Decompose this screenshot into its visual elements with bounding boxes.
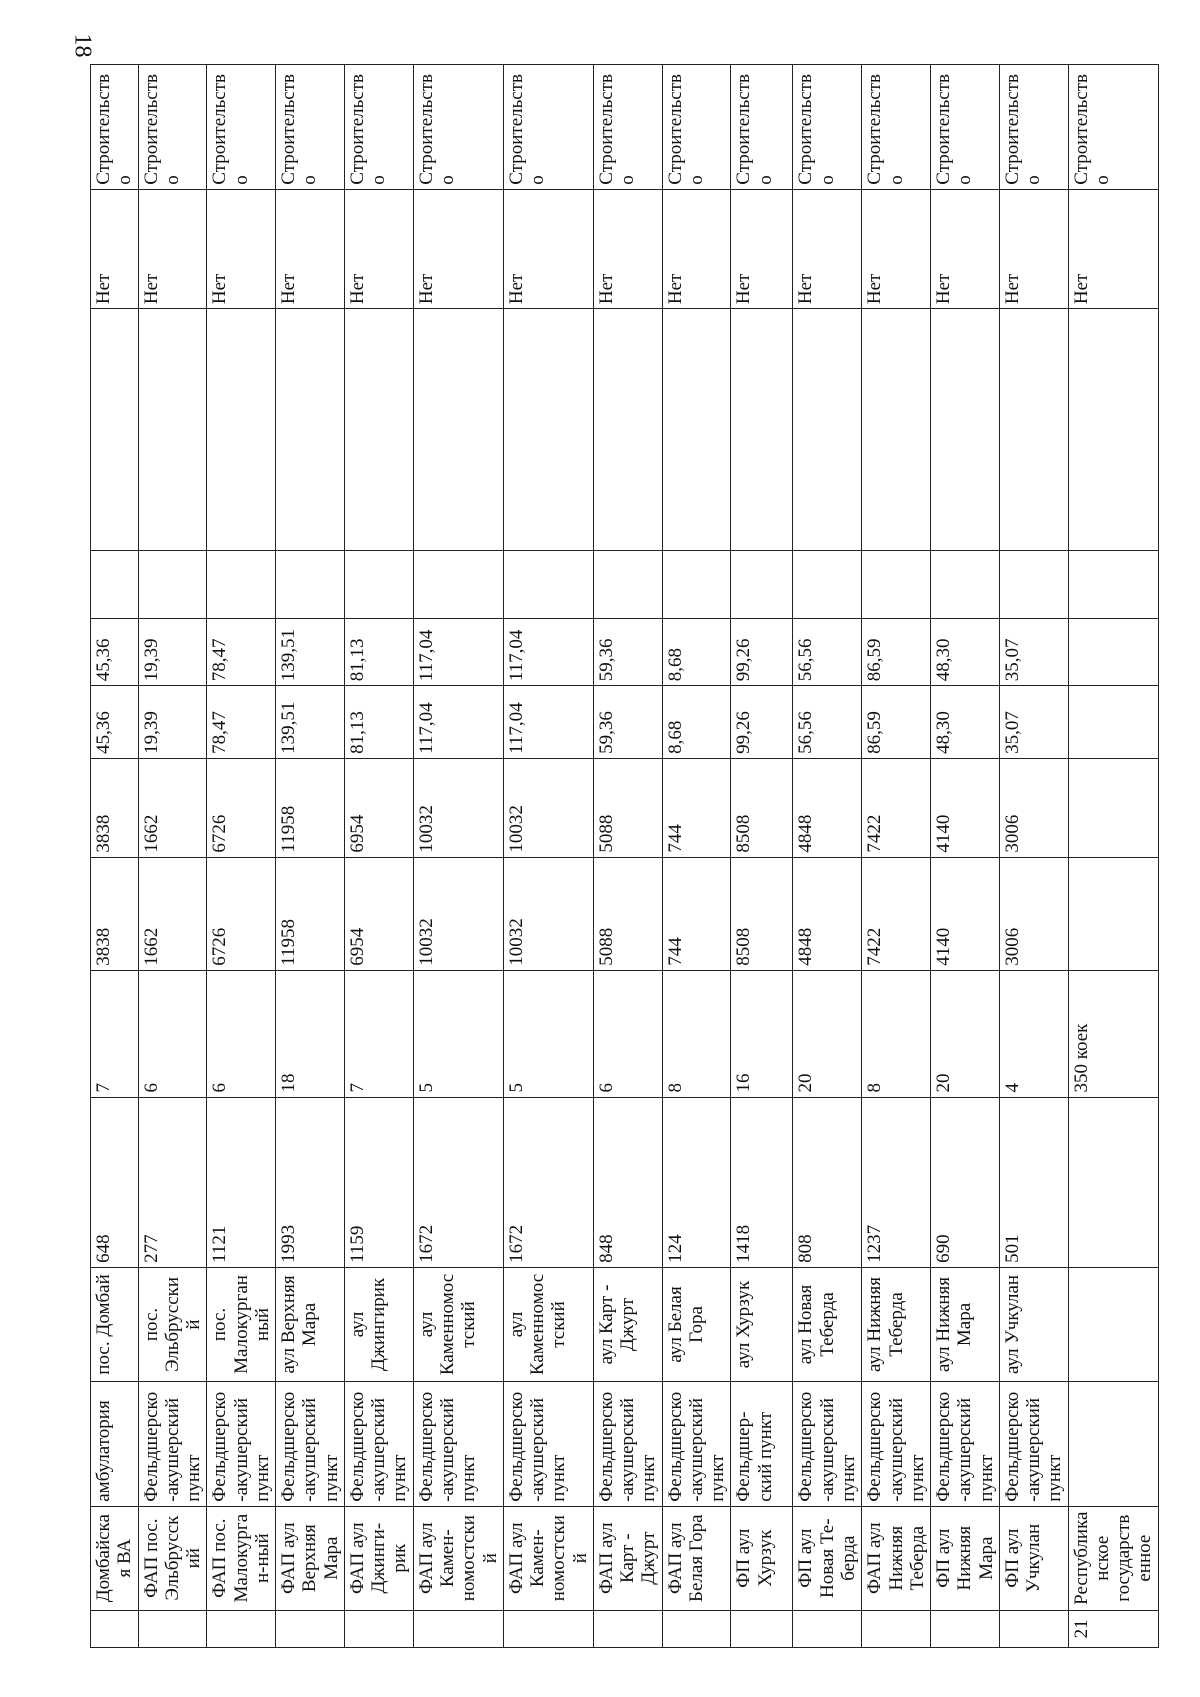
cell-empty2	[344, 309, 413, 551]
cell-empty	[138, 551, 207, 619]
cell-action: Строительство	[999, 65, 1068, 190]
cell-b1: 59,36	[593, 686, 662, 759]
cell-empty	[999, 551, 1068, 619]
cell-pop: 124	[662, 1097, 731, 1267]
cell-status: Нет	[862, 189, 931, 308]
cell-name: ФАП аул Белая Гора	[662, 1506, 731, 1610]
cell-status: Нет	[793, 189, 862, 308]
cell-b2: 48,30	[931, 618, 1000, 686]
cell-b1: 117,04	[503, 686, 593, 759]
cell-location: пос. Домбай	[91, 1267, 139, 1381]
cell-a1: 744	[662, 857, 731, 970]
cell-empty2	[999, 309, 1068, 551]
cell-a1: 3838	[91, 857, 139, 970]
cell-type: амбулатория	[91, 1382, 139, 1507]
cell-type: Фельдшерско-акушерский пункт	[503, 1382, 593, 1507]
cell-status: Нет	[662, 189, 731, 308]
cell-b1: 35,07	[999, 686, 1068, 759]
cell-location: аул Нижняя Мара	[931, 1267, 1000, 1381]
cell-status: Нет	[503, 189, 593, 308]
cell-action: Строительство	[207, 65, 276, 190]
cell-b1: 86,59	[862, 686, 931, 759]
cell-num	[999, 1610, 1068, 1647]
cell-num	[931, 1610, 1000, 1647]
cell-a2: 6954	[344, 758, 413, 857]
cell-empty	[276, 551, 345, 619]
cell-num	[503, 1610, 593, 1647]
cell-pop: 1237	[862, 1097, 931, 1267]
cell-b1: 81,13	[344, 686, 413, 759]
cell-num	[207, 1610, 276, 1647]
cell-action: Строительство	[503, 65, 593, 190]
cell-name: Республиканское государственное	[1068, 1506, 1158, 1610]
cell-empty	[793, 551, 862, 619]
cell-a1: 10032	[503, 857, 593, 970]
cell-status: Нет	[931, 189, 1000, 308]
cell-name: ФП аул Нижняя Мара	[931, 1506, 1000, 1610]
cell-pop: 648	[91, 1097, 139, 1267]
cell-empty2	[593, 309, 662, 551]
table-row	[344, 65, 413, 1648]
cell-num	[91, 1610, 139, 1647]
cell-num	[593, 1610, 662, 1647]
cell-b1: 8,68	[662, 686, 731, 759]
cell-empty	[1068, 551, 1158, 619]
cell-b1	[1068, 686, 1158, 759]
cell-b2: 99,26	[731, 618, 793, 686]
rotated-page	[90, 64, 1156, 1648]
cell-a2: 3838	[91, 758, 139, 857]
cell-type	[1068, 1382, 1158, 1507]
cell-cap: 20	[931, 970, 1000, 1097]
cell-b2: 59,36	[593, 618, 662, 686]
cell-location: пос. Малокурганный	[207, 1267, 276, 1381]
cell-b1: 99,26	[731, 686, 793, 759]
cell-status: Нет	[1068, 189, 1158, 308]
cell-cap: 18	[276, 970, 345, 1097]
cell-status: Нет	[91, 189, 139, 308]
cell-b1: 117,04	[413, 686, 503, 759]
cell-empty	[503, 551, 593, 619]
cell-name: ФАП аул Карт - Джурт	[593, 1506, 662, 1610]
cell-action: Строительство	[931, 65, 1000, 190]
cell-empty	[931, 551, 1000, 619]
cell-name: ФП аул Хурзук	[731, 1506, 793, 1610]
cell-empty	[207, 551, 276, 619]
table-row	[931, 65, 1000, 1648]
cell-empty2	[413, 309, 503, 551]
cell-empty	[344, 551, 413, 619]
cell-pop: 501	[999, 1097, 1068, 1267]
cell-location: аул Нижняя Теберда	[862, 1267, 931, 1381]
cell-num	[662, 1610, 731, 1647]
cell-cap: 6	[138, 970, 207, 1097]
table-row	[503, 65, 593, 1648]
cell-pop	[1068, 1097, 1158, 1267]
cell-pop: 1993	[276, 1097, 345, 1267]
cell-empty2	[862, 309, 931, 551]
cell-b2	[1068, 618, 1158, 686]
cell-a2: 10032	[503, 758, 593, 857]
cell-a2: 11958	[276, 758, 345, 857]
cell-a2	[1068, 758, 1158, 857]
table-row	[999, 65, 1068, 1648]
cell-action: Строительство	[1068, 65, 1158, 190]
cell-b2: 81,13	[344, 618, 413, 686]
cell-type: Фельдшерско-акушерский пункт	[662, 1382, 731, 1507]
cell-cap: 6	[207, 970, 276, 1097]
cell-empty	[662, 551, 731, 619]
cell-pop: 808	[793, 1097, 862, 1267]
cell-b1: 56,56	[793, 686, 862, 759]
cell-a1	[1068, 857, 1158, 970]
cell-empty	[731, 551, 793, 619]
cell-pop: 1121	[207, 1097, 276, 1267]
cell-name: ФАП пос. Малокурган-ный	[207, 1506, 276, 1610]
cell-num	[276, 1610, 345, 1647]
cell-empty2	[731, 309, 793, 551]
cell-b2: 35,07	[999, 618, 1068, 686]
cell-location: аул Джингирик	[344, 1267, 413, 1381]
cell-b2: 19,39	[138, 618, 207, 686]
cell-cap: 20	[793, 970, 862, 1097]
cell-num: 21	[1068, 1610, 1158, 1647]
cell-empty	[593, 551, 662, 619]
table-row	[138, 65, 207, 1648]
cell-pop: 1672	[413, 1097, 503, 1267]
cell-b1: 139,51	[276, 686, 345, 759]
cell-empty	[413, 551, 503, 619]
cell-cap: 5	[503, 970, 593, 1097]
cell-empty	[862, 551, 931, 619]
cell-a2: 3006	[999, 758, 1068, 857]
cell-num	[413, 1610, 503, 1647]
cell-location: аул Каменномостский	[503, 1267, 593, 1381]
cell-status: Нет	[999, 189, 1068, 308]
facilities-table	[90, 64, 1159, 1648]
cell-empty2	[662, 309, 731, 551]
table-row	[593, 65, 662, 1648]
cell-cap: 7	[344, 970, 413, 1097]
cell-name: ФП аул Новая Те-берда	[793, 1506, 862, 1610]
cell-location: аул Карт - Джурт	[593, 1267, 662, 1381]
cell-action: Строительство	[91, 65, 139, 190]
cell-cap: 7	[91, 970, 139, 1097]
cell-a1: 7422	[862, 857, 931, 970]
cell-a2: 5088	[593, 758, 662, 857]
cell-location: аул Новая Теберда	[793, 1267, 862, 1381]
table-row	[276, 65, 345, 1648]
cell-cap: 8	[662, 970, 731, 1097]
cell-action: Строительство	[138, 65, 207, 190]
cell-a2: 4848	[793, 758, 862, 857]
cell-empty2	[138, 309, 207, 551]
cell-location	[1068, 1267, 1158, 1381]
cell-action: Строительство	[344, 65, 413, 190]
cell-b2: 45,36	[91, 618, 139, 686]
cell-b2: 78,47	[207, 618, 276, 686]
cell-b2: 8,68	[662, 618, 731, 686]
cell-a1: 8508	[731, 857, 793, 970]
cell-action: Строительство	[862, 65, 931, 190]
cell-type: Фельдшерско-акушерский пункт	[999, 1382, 1068, 1507]
cell-a1: 1662	[138, 857, 207, 970]
cell-name: Домбайская ВА	[91, 1506, 139, 1610]
table-row-top	[91, 65, 139, 1648]
cell-a1: 11958	[276, 857, 345, 970]
cell-b2: 86,59	[862, 618, 931, 686]
cell-pop: 848	[593, 1097, 662, 1267]
cell-empty2	[276, 309, 345, 551]
cell-empty2	[793, 309, 862, 551]
cell-empty2	[207, 309, 276, 551]
cell-status: Нет	[207, 189, 276, 308]
cell-b1: 48,30	[931, 686, 1000, 759]
cell-action: Строительство	[593, 65, 662, 190]
cell-num	[862, 1610, 931, 1647]
cell-b2: 117,04	[503, 618, 593, 686]
cell-empty	[91, 551, 139, 619]
cell-type: Фельдшер-ский пункт	[731, 1382, 793, 1507]
cell-action: Строительство	[731, 65, 793, 190]
cell-cap: 4	[999, 970, 1068, 1097]
cell-type: Фельдшерско-акушерский пункт	[138, 1382, 207, 1507]
cell-a2: 1662	[138, 758, 207, 857]
cell-a1: 5088	[593, 857, 662, 970]
cell-name: ФАП аул Верхняя Мара	[276, 1506, 345, 1610]
cell-a1: 6726	[207, 857, 276, 970]
table-row	[662, 65, 731, 1648]
cell-a1: 6954	[344, 857, 413, 970]
table-row-last	[1068, 65, 1158, 1648]
cell-num	[793, 1610, 862, 1647]
cell-cap: 350 коек	[1068, 970, 1158, 1097]
cell-num	[138, 1610, 207, 1647]
cell-status: Нет	[731, 189, 793, 308]
cell-a2: 8508	[731, 758, 793, 857]
cell-action: Строительство	[413, 65, 503, 190]
cell-empty2	[503, 309, 593, 551]
cell-b1: 45,36	[91, 686, 139, 759]
cell-location: аул Учкулан	[999, 1267, 1068, 1381]
cell-cap: 6	[593, 970, 662, 1097]
cell-name: ФАП аул Камен-номостский	[413, 1506, 503, 1610]
cell-type: Фельдшерско-акушерский пункт	[344, 1382, 413, 1507]
cell-a1: 10032	[413, 857, 503, 970]
cell-empty2	[1068, 309, 1158, 551]
cell-pop: 1672	[503, 1097, 593, 1267]
cell-name: ФАП аул Камен-номостский	[503, 1506, 593, 1610]
page-number: 18	[69, 33, 96, 58]
table-row	[793, 65, 862, 1648]
cell-a2: 744	[662, 758, 731, 857]
cell-a2: 6726	[207, 758, 276, 857]
cell-action: Строительство	[793, 65, 862, 190]
cell-b2: 117,04	[413, 618, 503, 686]
cell-cap: 5	[413, 970, 503, 1097]
cell-a2: 7422	[862, 758, 931, 857]
cell-pop: 1159	[344, 1097, 413, 1267]
cell-location: аул Верхняя Мара	[276, 1267, 345, 1381]
cell-empty2	[91, 309, 139, 551]
cell-action: Строительство	[276, 65, 345, 190]
cell-status: Нет	[276, 189, 345, 308]
cell-empty2	[931, 309, 1000, 551]
cell-b2: 56,56	[793, 618, 862, 686]
cell-name: ФАП аул Джинги-рик	[344, 1506, 413, 1610]
cell-status: Нет	[344, 189, 413, 308]
table-row	[207, 65, 276, 1648]
cell-type: Фельдшерско-акушерский пункт	[862, 1382, 931, 1507]
cell-a1: 3006	[999, 857, 1068, 970]
cell-location: аул Белая Гора	[662, 1267, 731, 1381]
cell-b2: 139,51	[276, 618, 345, 686]
cell-name: ФАП пос. Эльбрусский	[138, 1506, 207, 1610]
table-row	[413, 65, 503, 1648]
cell-location: пос. Эльбрусский	[138, 1267, 207, 1381]
cell-type: Фельдшерско-акушерский пункт	[276, 1382, 345, 1507]
cell-a1: 4848	[793, 857, 862, 970]
cell-status: Нет	[413, 189, 503, 308]
cell-type: Фельдшерско-акушерский пункт	[593, 1382, 662, 1507]
cell-cap: 16	[731, 970, 793, 1097]
table-row	[731, 65, 793, 1648]
cell-action: Строительство	[662, 65, 731, 190]
cell-num	[731, 1610, 793, 1647]
cell-type: Фельдшерско-акушерский пункт	[931, 1382, 1000, 1507]
cell-b1: 19,39	[138, 686, 207, 759]
cell-status: Нет	[593, 189, 662, 308]
cell-type: Фельдшерско-акушерский пункт	[207, 1382, 276, 1507]
cell-location: аул Хурзук	[731, 1267, 793, 1381]
cell-pop: 1418	[731, 1097, 793, 1267]
cell-location: аул Каменномостский	[413, 1267, 503, 1381]
cell-status: Нет	[138, 189, 207, 308]
cell-pop: 690	[931, 1097, 1000, 1267]
cell-b1: 78,47	[207, 686, 276, 759]
cell-a2: 4140	[931, 758, 1000, 857]
cell-pop: 277	[138, 1097, 207, 1267]
cell-a1: 4140	[931, 857, 1000, 970]
cell-a2: 10032	[413, 758, 503, 857]
table-row	[862, 65, 931, 1648]
cell-num	[344, 1610, 413, 1647]
cell-cap: 8	[862, 970, 931, 1097]
cell-name: ФП аул Учкулан	[999, 1506, 1068, 1610]
cell-name: ФАП аул Нижняя Теберда	[862, 1506, 931, 1610]
cell-type: Фельдшерско-акушерский пункт	[793, 1382, 862, 1507]
cell-type: Фельдшерско-акушерский пункт	[413, 1382, 503, 1507]
